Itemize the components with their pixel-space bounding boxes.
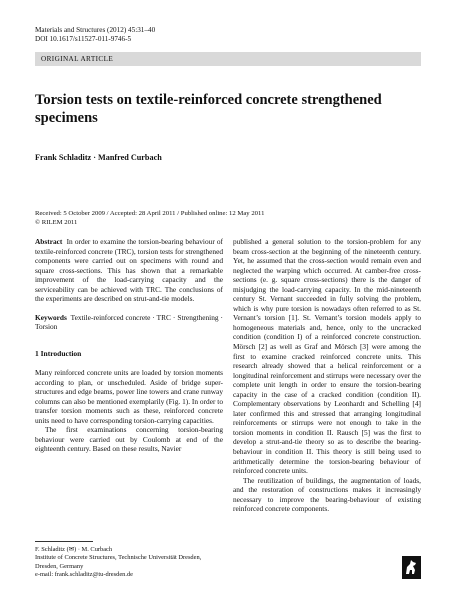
affiliation-email: e-mail: frank.schladitz@tu-dresden.de xyxy=(35,571,133,579)
journal-header xyxy=(35,26,155,44)
springer-horse-icon xyxy=(402,556,421,579)
right-column xyxy=(233,237,421,514)
affiliation-names: F. Schladitz (✉) · M. Curbach xyxy=(35,546,113,553)
abstract xyxy=(35,237,223,304)
abstract-block xyxy=(35,237,223,332)
article-history: Received: 5 October 2009 / Accepted: 28 April 2011 / Published online: 12 May 2011 xyxy=(35,210,265,217)
article-title: Torsion tests on textile-reinforced concrete strengthened specimens xyxy=(35,92,382,126)
footnote-divider xyxy=(35,541,93,542)
copyright: © RILEM 2011 xyxy=(35,219,78,226)
section-heading: 1 Introduction xyxy=(35,349,82,358)
right-paragraph-2: The reutilization of buildings, the augmentation of loads, and the restoration of constructions makes it increasingly necessary to improve the bearing-behaviour of existing reinforced concrete components. xyxy=(233,475,421,514)
article-type-bar: ORIGINAL ARTICLE xyxy=(35,52,421,66)
abstract-text: In order to examine the torsion-bearing behaviour of textile-reinforced concrete (TRC), torsion tests for strengthened components were carried out on specimens with round and square cross-sections. This has shown that a remarkable improvement of the load-carrying capacity and the serviceability can be achieved with TRC. The conclusions of the experiments are described on strut-and-tie models. xyxy=(35,237,224,304)
introduction-text xyxy=(35,368,223,454)
doi: DOI 10.1617/s11527-011-9746-5 xyxy=(35,35,132,43)
abstract-label: Abstract xyxy=(35,237,63,246)
publication-dates xyxy=(35,209,264,227)
keywords-label: Keywords xyxy=(35,312,67,322)
authors: Frank Schladitz · Manfred Curbach xyxy=(35,153,162,162)
keywords xyxy=(35,313,223,332)
intro-paragraph-2: The first examinations concerning torsion-bearing behaviour were carried out by Coulomb at end of the eighteenth century. Based on these results, Navier xyxy=(35,425,223,454)
journal-citation: Materials and Structures (2012) 45:31–40 xyxy=(35,26,156,34)
affiliation-institute: Institute of Concrete Structures, Technische Universität Dresden, Dresden, Germany xyxy=(35,554,202,570)
keywords-text: Textile-reinforced concrete · TRC · Strengthening · Torsion xyxy=(35,312,223,332)
author-affiliation xyxy=(35,546,225,580)
right-paragraph-1: published a general solution to the torsion-problem for any beam cross-section at the beginning of the nineteenth century. Yet, he assumed that the cross-section would remain even and neglected the warping which occurred. At camber-free cross-sections (e. g. square cross-sections) there is the danger of misjudging the load-carrying capacity. In the mid-nineteenth century St. Vernant succeeded in fully solving the problem, which is why pure torsion is nowadays often referred to as St. Vernant’s torsion [1]. St. Vernant’s torsion models apply to homogeneous materials and, hence, only to the uncracked condition (condition I) of a reinforced concrete construction. Mörsch [2] as well as Graf and Mörsch [3] were among the first to examine cracked reinforced concrete units. This research already showed that a helical reinforcement or a longitudinal reinforcement and stirrups were necessary over the complete unit length in order to ensure the torsion-bearing capacity in the case of a cracked condition (condition II). Complementary observations by Leonhardt and Schelling [4] later confirmed this and stressed that arranging longitudinal reinforcements or stirrups were not enough to take in the torsion moments in condition II. Rausch [5] was the first to develop a strut-and-tie theory so as to describe the bearing-behaviour in condition II. This theory is still being used to arithmetically determine the torsion-bearing behaviour of reinforced concrete units. xyxy=(233,237,421,476)
intro-paragraph-1: Many reinforced concrete units are loaded by torsion moments according to plan, or unscheduled. Aside of bridge super-structures and edge beams, power line towers and crane runway columns can also be mentioned exemplarily (Fig. 1). In order to transfer torsion moments such as these, reinforced concrete units need to have corresponding torsion-carrying capacities. xyxy=(35,368,223,425)
